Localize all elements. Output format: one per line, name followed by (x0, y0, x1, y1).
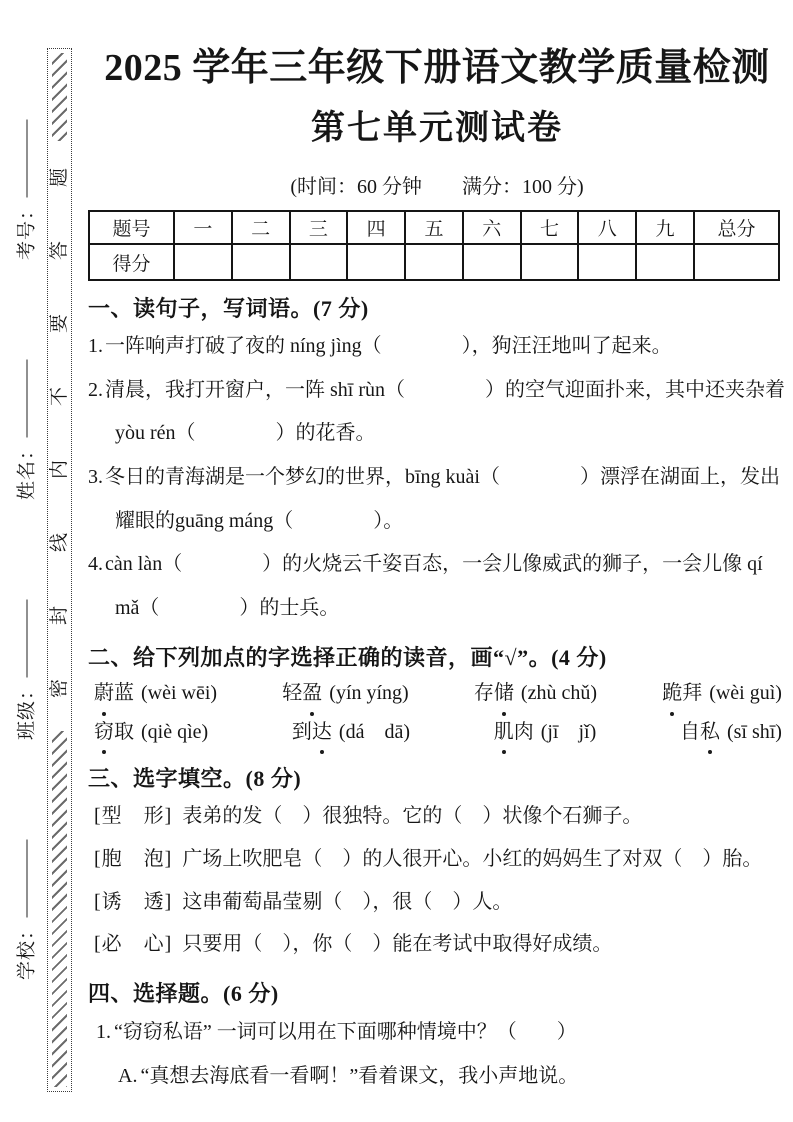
pinyin-choices: (dá dā) (338, 720, 410, 743)
pinyin-choices: (sī shī) (726, 720, 782, 743)
seal-char: 内 (48, 459, 70, 480)
blank-line (26, 600, 27, 678)
question-number: 2. (88, 378, 103, 401)
question-item (88, 325, 786, 369)
score-table (88, 210, 780, 281)
exam-number-label: 考号： (16, 200, 37, 261)
fill-in-item (88, 923, 786, 966)
pinyin-choices: (qiè qìe) (141, 720, 209, 743)
character-choices: [胞 泡] (94, 847, 173, 870)
time-score-info: (时间：60 分钟 满分：100 分) (290, 176, 584, 199)
class-field (4, 568, 44, 773)
character-choices: [型 形] (94, 805, 173, 827)
score-table-header-cell: 一 (174, 211, 232, 244)
hatch-marks-top (52, 53, 67, 141)
dotted-character: 私 (700, 713, 720, 751)
pronunciation-item: 到达 (dá dā) (292, 713, 410, 751)
question-text: 清晨，我打开窗户，一阵 shī rùn（ ）的空气迎面扑来，其中还夹杂着 yòu rén（ ）的花香。 (105, 378, 785, 445)
question-item (88, 369, 786, 456)
pinyin-choices: (wèi guì) (709, 682, 782, 705)
student-info-sidebar (4, 88, 44, 1013)
question-number: 1. (96, 1021, 111, 1044)
question-number: 3. (88, 466, 103, 489)
hatch-marks-bottom (52, 731, 67, 1087)
seal-char: 答 (48, 240, 70, 261)
fill-in-text: 这串葡萄晶莹剔（ ），很（ ）人。 (182, 890, 513, 913)
pinyin-choices: (wèi wēi) (141, 682, 218, 705)
score-table-header-row (89, 211, 779, 244)
score-cell (232, 244, 290, 280)
question-text: càn làn（ ）的火烧云千姿百态，一会儿像威武的狮子，一会儿像 qí mǎ（ ）的士兵。 (105, 553, 763, 619)
score-table-header-cell: 三 (290, 211, 348, 244)
blank-line (26, 840, 27, 918)
seal-char: 密 (48, 678, 70, 699)
question-number: 1. (88, 335, 103, 358)
pronunciation-item: 轻盈 (yín yíng) (282, 674, 408, 712)
seal-char: 要 (48, 313, 70, 334)
score-table-header-cell: 九 (636, 211, 694, 244)
student-name-field (4, 328, 44, 533)
pinyin-choices: (jī jǐ) (540, 720, 597, 743)
pronunciation-item: 窃取 (qiè qìe) (94, 713, 208, 751)
question-text: 一阵响声打破了夜的 níng jìng（ ），狗汪汪地叫了起来。 (105, 335, 672, 358)
pronunciation-item: 跪拜 (wèi guì) (662, 674, 782, 712)
pronunciation-row (88, 713, 786, 751)
score-cell (174, 244, 232, 280)
section-2-heading: 二、给下列加点的字选择正确的读音，画“√”。(4 分) (88, 645, 607, 671)
seal-line-strip (47, 48, 72, 1092)
score-cell (405, 244, 463, 280)
section-1-heading: 一、读句子，写词语。(7 分) (88, 296, 369, 322)
school-label: 学校： (16, 920, 37, 981)
dotted-character: 盈 (302, 674, 322, 712)
score-cell (694, 244, 779, 280)
exam-subtitle: 第七单元测试卷 (311, 109, 563, 147)
dotted-character: 达 (312, 713, 332, 751)
pinyin-choices: (zhù chǔ) (520, 682, 597, 705)
seal-char: 不 (48, 386, 70, 407)
score-cell (636, 244, 694, 280)
score-cell (347, 244, 405, 280)
dotted-character: 肌 (494, 713, 514, 751)
score-table-header-cell: 六 (463, 211, 521, 244)
option-letter: A. (118, 1065, 138, 1088)
score-table-header-cell: 七 (521, 211, 579, 244)
section-4-heading: 四、选择题。(6 分) (88, 981, 279, 1007)
pronunciation-item: 存储 (zhù chǔ) (474, 674, 597, 712)
question-text: 冬日的青海湖是一个梦幻的世界，bīng kuài（ ）漂浮在湖面上，发出耀眼的guāng máng（ ）。 (105, 466, 780, 532)
pronunciation-item: 自私 (sī shī) (680, 713, 782, 751)
dotted-character: 窃 (94, 713, 114, 751)
score-cell (521, 244, 579, 280)
pronunciation-item: 蔚蓝 (wèi wēi) (94, 674, 217, 712)
choice-question (88, 1010, 786, 1054)
pronunciation-row (88, 674, 786, 712)
dotted-character: 跪 (662, 674, 682, 712)
score-cell (463, 244, 521, 280)
score-table-score-row (89, 244, 779, 280)
student-name-label: 姓名： (16, 440, 37, 501)
dotted-character: 蔚 (94, 674, 114, 712)
seal-char: 线 (48, 532, 70, 553)
blank-line (26, 360, 27, 438)
fill-in-item (88, 795, 786, 838)
pronunciation-item: 肌肉 (jī jǐ) (494, 713, 597, 751)
school-field (4, 808, 44, 1013)
fill-in-item (88, 838, 786, 881)
seal-char: 题 (48, 167, 70, 188)
fill-in-text: 广场上吹肥皂（ ）的人很开心。小红的妈妈生了对双（ ）胎。 (182, 847, 763, 870)
score-table-header-cell: 五 (405, 211, 463, 244)
fill-in-text: 只要用（ ），你（ ）能在考试中取得好成绩。 (182, 933, 613, 956)
class-label: 班级： (16, 680, 37, 741)
question-item (88, 543, 786, 630)
exam-content (88, 0, 786, 1122)
exam-number-field (4, 88, 44, 293)
question-number: 4. (88, 553, 103, 576)
character-choices: [诱 透] (94, 890, 173, 913)
question-text: “窃窃私语” 一词可以用在下面哪种情境中？（ ） (114, 1021, 577, 1044)
score-table-header-cell: 八 (578, 211, 636, 244)
pinyin-choices: (yín yíng) (329, 682, 409, 705)
seal-char: 封 (48, 605, 70, 626)
score-cell (578, 244, 636, 280)
score-table-header-cell: 二 (232, 211, 290, 244)
section-3-heading: 三、选字填空。(8 分) (88, 766, 302, 792)
score-table-header-cell: 四 (347, 211, 405, 244)
score-table-header-cell: 总分 (694, 211, 779, 244)
choice-option-a (88, 1054, 786, 1098)
score-row-label: 得分 (89, 244, 174, 280)
fill-in-item (88, 881, 786, 924)
score-table-header-cell: 题号 (89, 211, 174, 244)
exam-title: 2025 学年三年级下册语文教学质量检测 (104, 47, 770, 89)
score-cell (290, 244, 348, 280)
dotted-character: 储 (494, 674, 514, 712)
question-item (88, 456, 786, 543)
option-text: “真想去海底看一看啊！”看着课文，我小声地说。 (140, 1065, 579, 1088)
blank-line (26, 120, 27, 198)
character-choices: [必 心] (94, 933, 173, 956)
fill-in-text: 表弟的发（ ）很独特。它的（ ）状像个石狮子。 (182, 805, 643, 827)
